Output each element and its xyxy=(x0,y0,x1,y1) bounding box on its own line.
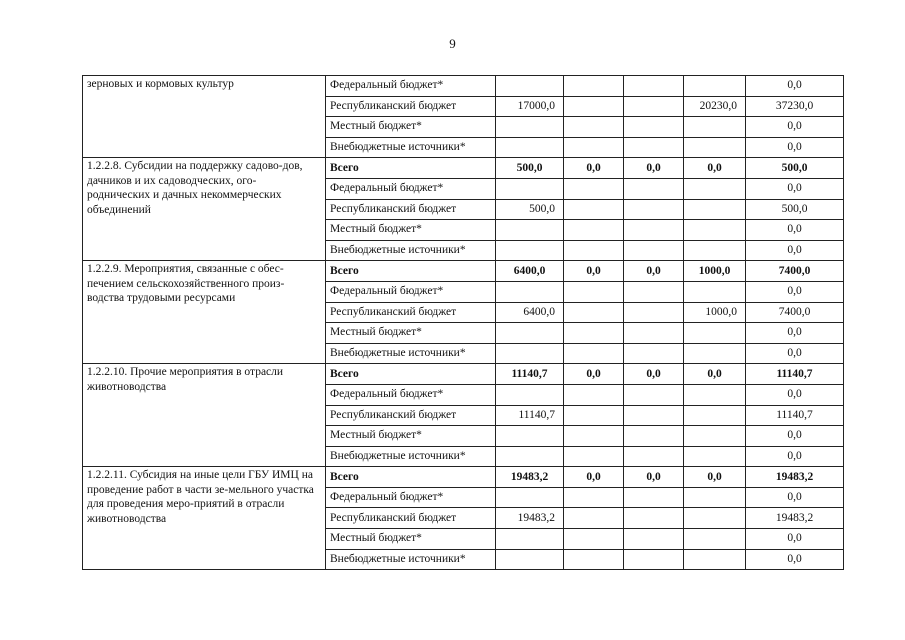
activity-description: 1.2.2.10. Прочие мероприятия в отрасли животноводства xyxy=(83,364,326,467)
value-cell xyxy=(684,529,746,550)
value-cell xyxy=(564,76,624,97)
value-cell xyxy=(684,220,746,241)
value-cell: 0,0 xyxy=(564,364,624,385)
value-cell xyxy=(684,117,746,138)
value-cell: 11140,7 xyxy=(496,364,564,385)
value-cell xyxy=(624,199,684,220)
value-cell: 17000,0 xyxy=(496,96,564,117)
total-cell: 0,0 xyxy=(746,220,844,241)
value-cell xyxy=(564,302,624,323)
funding-source-cell: Всего xyxy=(326,261,496,282)
table-row xyxy=(83,76,844,97)
funding-source-cell: Республиканский бюджет xyxy=(326,508,496,529)
value-cell xyxy=(624,529,684,550)
value-cell xyxy=(496,343,564,364)
activity-description: 1.2.2.11. Субсидия на иные цели ГБУ ИМЦ на проведение работ в части зе-мельного участка для проведения меро-приятий в отрасли животноводства xyxy=(83,467,326,570)
value-cell: 11140,7 xyxy=(496,405,564,426)
value-cell: 0,0 xyxy=(624,467,684,488)
funding-source-cell: Всего xyxy=(326,364,496,385)
value-cell xyxy=(684,343,746,364)
value-cell xyxy=(564,137,624,158)
value-cell xyxy=(564,220,624,241)
activity-description: 1.2.2.8. Субсидии на поддержку садово-дов, дачников и их садоводческих, ого-роднических и дачных некоммерческих объединений xyxy=(83,158,326,261)
value-cell xyxy=(624,302,684,323)
funding-source-cell: Внебюджетные источники* xyxy=(326,549,496,570)
activity-description: зерновых и кормовых культур xyxy=(83,76,326,158)
value-cell xyxy=(624,426,684,447)
total-cell: 11140,7 xyxy=(746,364,844,385)
value-cell: 0,0 xyxy=(684,158,746,179)
value-cell xyxy=(496,137,564,158)
value-cell xyxy=(564,240,624,261)
total-cell: 7400,0 xyxy=(746,302,844,323)
value-cell xyxy=(624,549,684,570)
value-cell: 0,0 xyxy=(624,261,684,282)
funding-source-cell: Местный бюджет* xyxy=(326,426,496,447)
total-cell: 0,0 xyxy=(746,426,844,447)
value-cell xyxy=(496,117,564,138)
value-cell xyxy=(496,323,564,344)
value-cell xyxy=(624,323,684,344)
value-cell: 19483,2 xyxy=(496,467,564,488)
funding-source-cell: Всего xyxy=(326,467,496,488)
value-cell xyxy=(564,178,624,199)
funding-source-cell: Местный бюджет* xyxy=(326,529,496,550)
value-cell xyxy=(564,405,624,426)
total-cell: 11140,7 xyxy=(746,405,844,426)
value-cell: 0,0 xyxy=(564,158,624,179)
total-cell: 19483,2 xyxy=(746,508,844,529)
value-cell xyxy=(624,96,684,117)
total-cell: 0,0 xyxy=(746,549,844,570)
value-cell xyxy=(684,137,746,158)
value-cell: 19483,2 xyxy=(496,508,564,529)
value-cell xyxy=(564,529,624,550)
total-cell: 0,0 xyxy=(746,384,844,405)
value-cell xyxy=(564,549,624,570)
value-cell xyxy=(624,343,684,364)
value-cell xyxy=(684,281,746,302)
value-cell: 0,0 xyxy=(624,364,684,385)
funding-source-cell: Республиканский бюджет xyxy=(326,405,496,426)
funding-source-cell: Всего xyxy=(326,158,496,179)
value-cell: 0,0 xyxy=(684,467,746,488)
value-cell xyxy=(496,529,564,550)
value-cell xyxy=(496,487,564,508)
funding-source-cell: Федеральный бюджет* xyxy=(326,281,496,302)
funding-source-cell: Местный бюджет* xyxy=(326,117,496,138)
value-cell: 0,0 xyxy=(564,261,624,282)
value-cell: 20230,0 xyxy=(684,96,746,117)
value-cell xyxy=(624,178,684,199)
total-cell: 500,0 xyxy=(746,199,844,220)
value-cell xyxy=(564,508,624,529)
value-cell: 1000,0 xyxy=(684,302,746,323)
total-cell: 0,0 xyxy=(746,529,844,550)
value-cell xyxy=(564,281,624,302)
funding-source-cell: Внебюджетные источники* xyxy=(326,343,496,364)
funding-source-cell: Федеральный бюджет* xyxy=(326,76,496,97)
value-cell: 0,0 xyxy=(684,364,746,385)
value-cell xyxy=(684,323,746,344)
total-cell: 0,0 xyxy=(746,137,844,158)
value-cell: 6400,0 xyxy=(496,302,564,323)
value-cell xyxy=(564,343,624,364)
value-cell: 500,0 xyxy=(496,199,564,220)
value-cell xyxy=(684,426,746,447)
value-cell xyxy=(684,240,746,261)
table-row xyxy=(83,364,844,385)
table-row xyxy=(83,467,844,488)
budget-table xyxy=(82,75,844,570)
value-cell xyxy=(684,199,746,220)
value-cell: 1000,0 xyxy=(684,261,746,282)
value-cell: 0,0 xyxy=(564,467,624,488)
table-body xyxy=(83,76,844,570)
value-cell: 0,0 xyxy=(624,158,684,179)
value-cell xyxy=(496,240,564,261)
total-cell: 0,0 xyxy=(746,240,844,261)
activity-description: 1.2.2.9. Мероприятия, связанные с обес-печением сельскохозяйственного произ-водства трудовыми ресурсами xyxy=(83,261,326,364)
value-cell xyxy=(564,323,624,344)
value-cell xyxy=(624,220,684,241)
value-cell xyxy=(684,178,746,199)
value-cell xyxy=(624,487,684,508)
value-cell xyxy=(564,426,624,447)
table-row xyxy=(83,261,844,282)
value-cell xyxy=(684,384,746,405)
value-cell xyxy=(496,76,564,97)
total-cell: 19483,2 xyxy=(746,467,844,488)
value-cell xyxy=(624,137,684,158)
value-cell xyxy=(684,549,746,570)
total-cell: 500,0 xyxy=(746,158,844,179)
funding-source-cell: Федеральный бюджет* xyxy=(326,384,496,405)
value-cell xyxy=(496,178,564,199)
funding-source-cell: Местный бюджет* xyxy=(326,220,496,241)
value-cell xyxy=(684,405,746,426)
value-cell xyxy=(496,384,564,405)
value-cell xyxy=(624,384,684,405)
value-cell xyxy=(496,426,564,447)
value-cell xyxy=(624,281,684,302)
funding-source-cell: Федеральный бюджет* xyxy=(326,487,496,508)
value-cell xyxy=(624,508,684,529)
value-cell xyxy=(624,405,684,426)
value-cell xyxy=(564,96,624,117)
total-cell: 7400,0 xyxy=(746,261,844,282)
value-cell: 500,0 xyxy=(496,158,564,179)
value-cell xyxy=(624,76,684,97)
total-cell: 0,0 xyxy=(746,343,844,364)
table-row xyxy=(83,158,844,179)
value-cell: 6400,0 xyxy=(496,261,564,282)
total-cell: 0,0 xyxy=(746,487,844,508)
page-number: 9 xyxy=(449,36,456,51)
value-cell xyxy=(496,281,564,302)
funding-source-cell: Республиканский бюджет xyxy=(326,96,496,117)
funding-source-cell: Республиканский бюджет xyxy=(326,302,496,323)
funding-source-cell: Местный бюджет* xyxy=(326,323,496,344)
value-cell xyxy=(624,240,684,261)
value-cell xyxy=(684,76,746,97)
value-cell xyxy=(624,446,684,467)
value-cell xyxy=(496,220,564,241)
funding-source-cell: Федеральный бюджет* xyxy=(326,178,496,199)
funding-source-cell: Внебюджетные источники* xyxy=(326,240,496,261)
value-cell xyxy=(624,117,684,138)
value-cell xyxy=(684,508,746,529)
value-cell xyxy=(564,199,624,220)
value-cell xyxy=(564,117,624,138)
funding-source-cell: Республиканский бюджет xyxy=(326,199,496,220)
funding-source-cell: Внебюджетные источники* xyxy=(326,446,496,467)
total-cell: 0,0 xyxy=(746,323,844,344)
value-cell xyxy=(564,446,624,467)
value-cell xyxy=(684,487,746,508)
total-cell: 0,0 xyxy=(746,117,844,138)
value-cell xyxy=(684,446,746,467)
total-cell: 0,0 xyxy=(746,76,844,97)
funding-source-cell: Внебюджетные источники* xyxy=(326,137,496,158)
value-cell xyxy=(496,549,564,570)
total-cell: 0,0 xyxy=(746,446,844,467)
value-cell xyxy=(564,487,624,508)
total-cell: 0,0 xyxy=(746,178,844,199)
value-cell xyxy=(564,384,624,405)
total-cell: 0,0 xyxy=(746,281,844,302)
value-cell xyxy=(496,446,564,467)
total-cell: 37230,0 xyxy=(746,96,844,117)
